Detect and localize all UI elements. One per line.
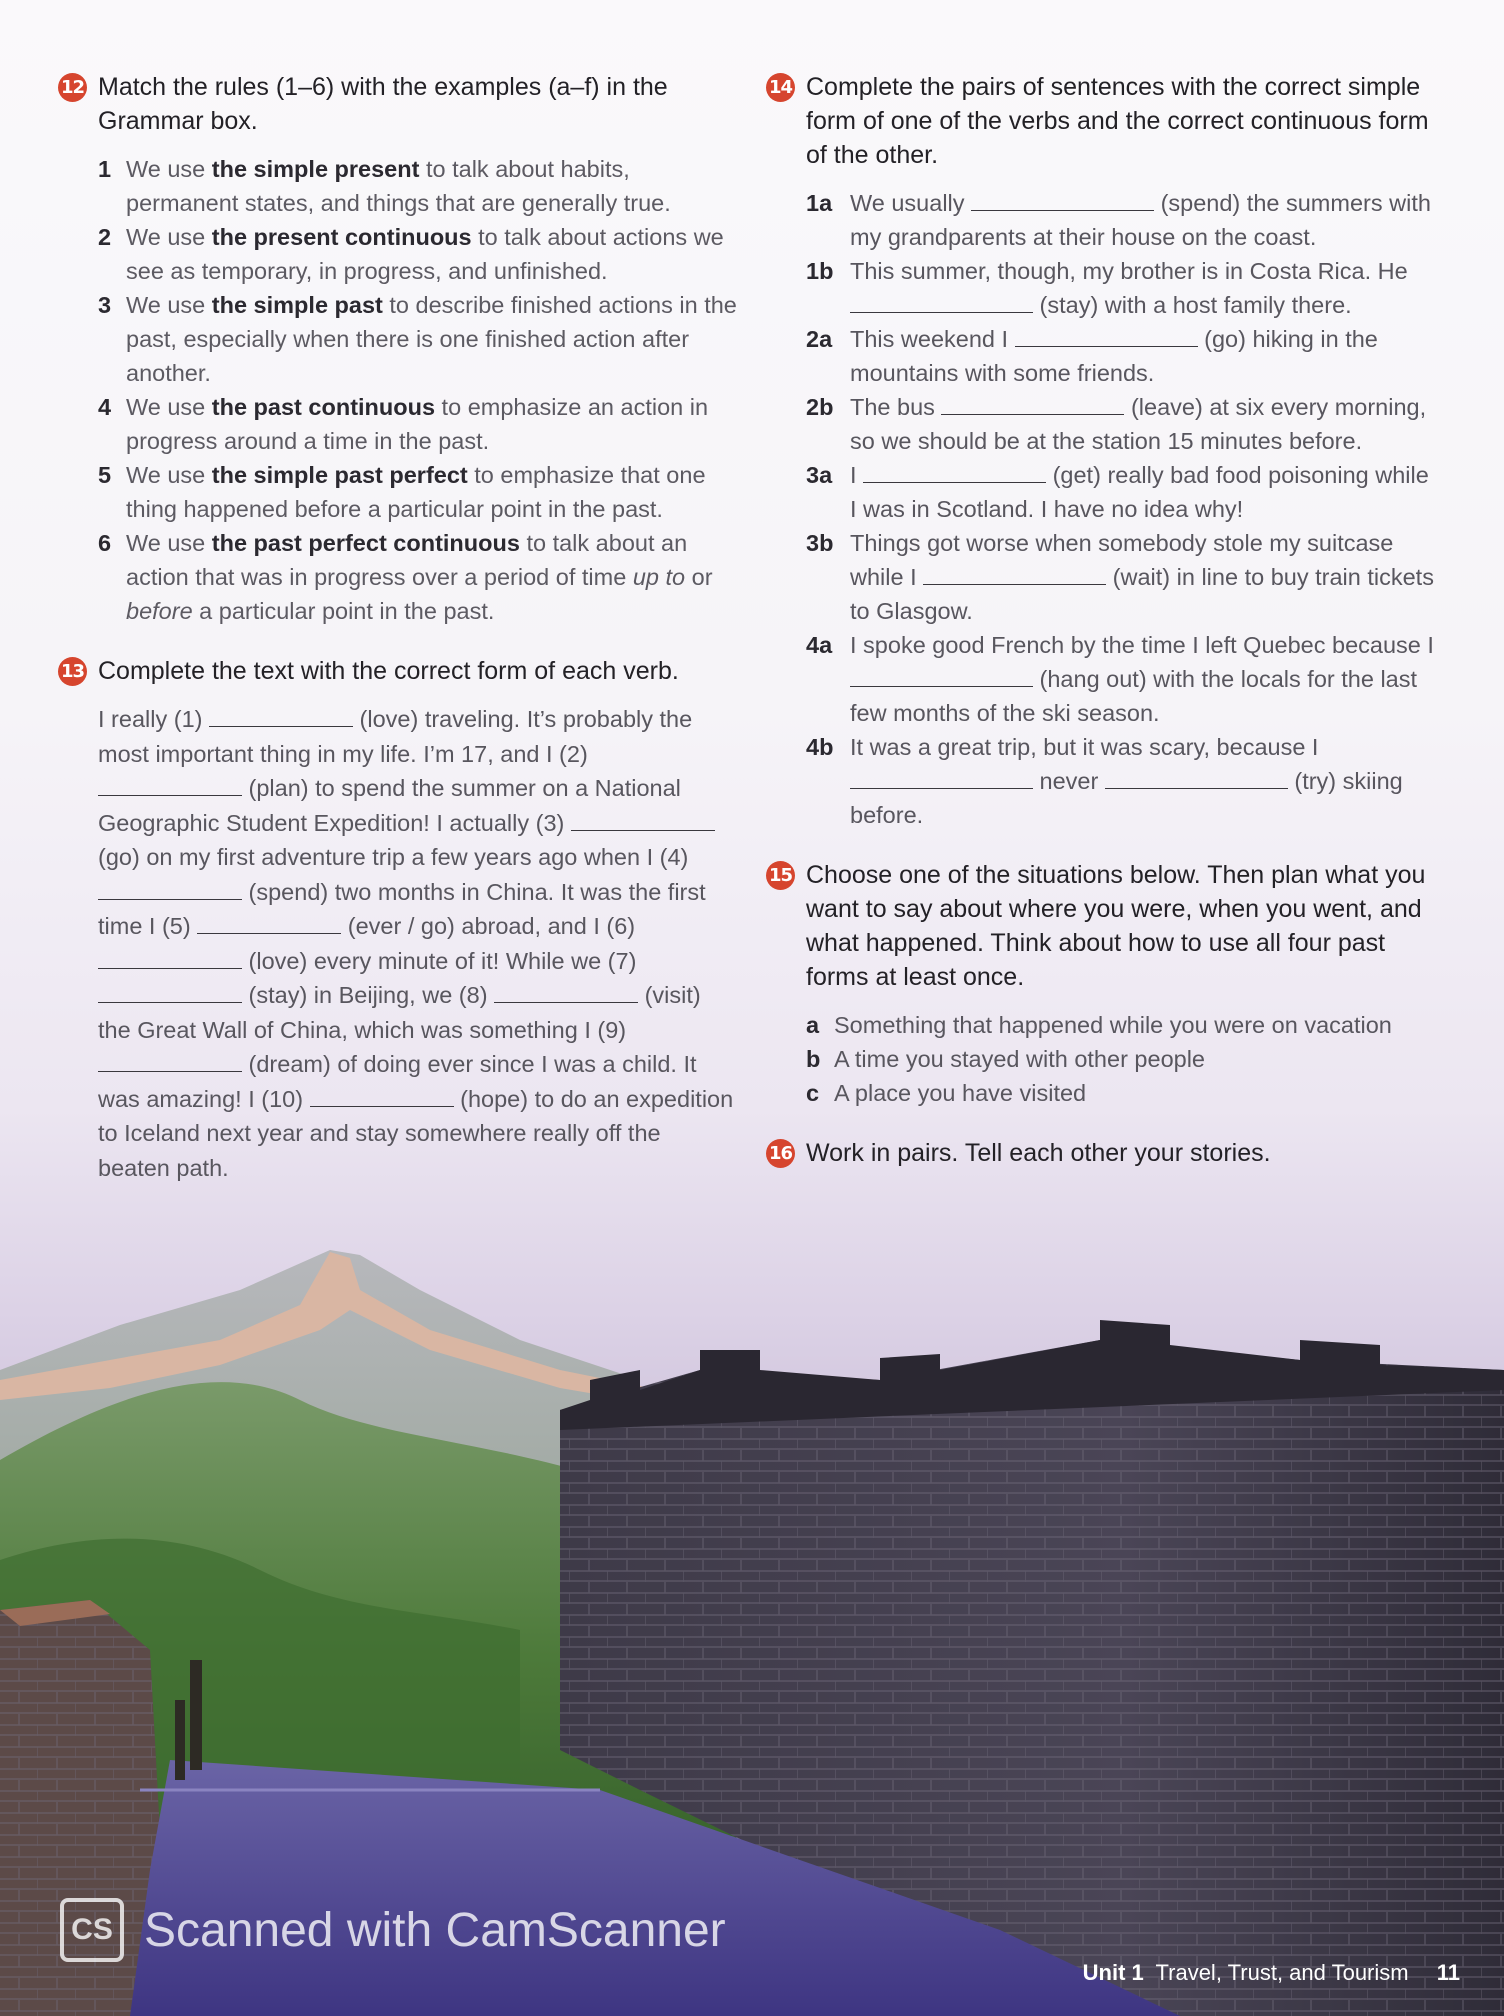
rule-keyword: the simple present <box>211 156 420 182</box>
rule-text: to emphasize that one thing happened before a particular point in the past. <box>126 462 706 522</box>
sentence-number: 3a <box>806 462 833 488</box>
paragraph-text: (ever / go) abroad, and I (6) <box>341 913 636 939</box>
sentence-number: 2a <box>806 326 833 352</box>
rule-text: We use <box>126 394 212 420</box>
sentence-item <box>806 628 1438 730</box>
sentence-number: 3b <box>806 530 834 556</box>
situations-list <box>806 1008 1438 1110</box>
sentence-number: 4b <box>806 734 834 760</box>
sentence-text: It was a great trip, but it was scary, because I <box>850 734 1319 760</box>
sentence-text: (try) skiing before. <box>850 768 1403 828</box>
answer-blank[interactable] <box>850 664 1033 687</box>
sentence-number: 1a <box>806 190 833 216</box>
exercise-number-badge: 14 <box>766 73 795 102</box>
situation-option <box>806 1008 1438 1042</box>
option-letter: c <box>806 1080 820 1106</box>
answer-blank[interactable] <box>197 911 341 934</box>
rule-keyword: the past perfect continuous <box>211 530 520 556</box>
answer-blank[interactable] <box>571 808 715 831</box>
paragraph-text: (dream) of doing ever since I was a child. It was amazing! I (10) <box>98 1051 697 1112</box>
answer-blank[interactable] <box>850 766 1033 789</box>
sentence-text: I <box>850 462 864 488</box>
sentence-text: (leave) at six every morning, so we should be at the station 15 minutes before. <box>850 394 1427 454</box>
answer-blank[interactable] <box>310 1084 454 1107</box>
exercise-number-badge: 13 <box>58 657 87 686</box>
option-letter: a <box>806 1012 820 1038</box>
option-text: A place you have visited <box>834 1080 1087 1106</box>
rule-text: We use <box>126 462 212 488</box>
answer-blank[interactable] <box>1015 324 1198 347</box>
sentence-text: This weekend I <box>850 326 1015 352</box>
exercise-instruction: Match the rules (1–6) with the examples (a–f) in the Grammar box. <box>98 73 668 135</box>
sentence-item <box>806 526 1438 628</box>
exercise-instruction: Complete the pairs of sentences with the correct simple form of one of the verbs and the correct continuous form of the other. <box>806 73 1429 169</box>
rule-text: to emphasize an action in progress around a time in the past. <box>126 394 709 454</box>
sentence-item <box>806 322 1438 390</box>
paragraph-text: (love) traveling. It’s probably the most important thing in my life. I’m 17, and I (2) <box>98 706 693 767</box>
paragraph-text: (go) on my first adventure trip a few years ago when I (4) <box>98 844 689 870</box>
rule-item <box>98 390 738 458</box>
answer-blank[interactable] <box>863 460 1046 483</box>
rule-keyword: the present continuous <box>211 224 472 250</box>
situation-option <box>806 1076 1438 1110</box>
option-text: Something that happened while you were on vacation <box>834 1012 1392 1038</box>
page-footer <box>1083 1960 1460 1986</box>
camscanner-logo: CS <box>60 1898 124 1962</box>
answer-blank[interactable] <box>850 290 1033 313</box>
camscanner-watermark <box>60 1898 726 1962</box>
paragraph-text: (spend) two months in China. It was the first time I (5) <box>98 878 706 939</box>
rule-text: We use <box>126 224 212 250</box>
rule-text: We use <box>126 156 212 182</box>
paragraph-text: (plan) to spend the summer on a National Geographic Student Expedition! I actually (3) <box>98 775 681 836</box>
rule-text: to describe finished actions in the past, especially when there is one finished action after another. <box>126 292 737 386</box>
sentence-pairs-list <box>806 186 1438 832</box>
rule-number: 4 <box>98 394 112 420</box>
paragraph-text: (hope) to do an expedition to Iceland next year and stay somewhere really off the beaten path. <box>98 1085 734 1181</box>
answer-blank[interactable] <box>1105 766 1288 789</box>
sentence-text: The bus <box>850 394 942 420</box>
exercise-instruction: Work in pairs. Tell each other your stories. <box>806 1139 1271 1167</box>
rule-item <box>98 458 738 526</box>
answer-blank[interactable] <box>98 980 242 1003</box>
exercise-instruction: Complete the text with the correct form of each verb. <box>98 657 679 685</box>
rule-item <box>98 526 738 628</box>
sentence-number: 1b <box>806 258 834 284</box>
sentence-text: I spoke good French by the time I left Quebec because I <box>850 632 1434 658</box>
exercise-16 <box>766 1136 1438 1170</box>
rule-text: to talk about actions we see as temporary, in progress, and unfinished. <box>126 224 724 284</box>
situation-option <box>806 1042 1438 1076</box>
answer-blank[interactable] <box>941 392 1124 415</box>
exercise-number-badge: 12 <box>58 73 87 102</box>
rule-number: 3 <box>98 292 112 318</box>
rule-item <box>98 220 738 288</box>
sentence-text: (go) hiking in the mountains with some friends. <box>850 326 1378 386</box>
sentence-text: This summer, though, my brother is in Costa Rica. He <box>850 258 1408 284</box>
exercise-instruction: Choose one of the situations below. Then plan what you want to say about where you were, when you went, and what happened. Think about how to use all four past forms at least once. <box>806 861 1426 991</box>
page-number: 11 <box>1436 1960 1460 1985</box>
right-column <box>766 70 1438 1196</box>
rule-item <box>98 152 738 220</box>
rule-text: a particular point in the past. <box>192 598 495 624</box>
paragraph-text: I really (1) <box>98 706 209 732</box>
rules-list <box>98 152 738 628</box>
exercise-13 <box>58 654 738 1185</box>
rule-text: to talk about habits, permanent states, and things that are generally true. <box>126 156 671 216</box>
sentence-number: 2b <box>806 394 834 420</box>
answer-blank[interactable] <box>98 877 242 900</box>
rule-number: 1 <box>98 156 112 182</box>
rule-italic: up to <box>632 564 686 590</box>
exercise-12 <box>58 70 738 628</box>
rule-number: 2 <box>98 224 112 250</box>
answer-blank[interactable] <box>209 704 353 727</box>
paragraph-text: (visit) the Great Wall of China, which was something I (9) <box>98 982 701 1043</box>
answer-blank[interactable] <box>923 562 1106 585</box>
sentence-item <box>806 458 1438 526</box>
sentence-text: (get) really bad food poisoning while I was in Scotland. I have no idea why! <box>850 462 1429 522</box>
sentence-item <box>806 730 1438 832</box>
rule-text: We use <box>126 530 212 556</box>
answer-blank[interactable] <box>98 773 242 796</box>
option-text: A time you stayed with other people <box>834 1046 1205 1072</box>
gap-fill-paragraph <box>98 702 738 1185</box>
sentence-text: (hang out) with the locals for the last few months of the ski season. <box>850 666 1418 726</box>
rule-text: We use <box>126 292 212 318</box>
rule-text: to talk about an action that was in progress over a period of time <box>126 530 688 590</box>
watermark-text: Scanned with CamScanner <box>144 1903 726 1957</box>
rule-keyword: the past continuous <box>211 394 436 420</box>
sentence-text: We usually <box>850 190 972 216</box>
rule-keyword: the simple past perfect <box>211 462 468 488</box>
answer-blank[interactable] <box>971 188 1154 211</box>
sentence-text: (stay) with a host family there. <box>1033 292 1352 318</box>
exercise-15 <box>766 858 1438 1110</box>
answer-blank[interactable] <box>98 1049 242 1072</box>
rule-item <box>98 288 738 390</box>
sentence-item <box>806 186 1438 254</box>
footer-title: Travel, Trust, and Tourism <box>1155 1960 1409 1985</box>
left-column <box>58 70 738 1211</box>
paragraph-text: (love) every minute of it! While we (7) <box>242 947 637 974</box>
footer-unit: Unit 1 <box>1082 1960 1144 1985</box>
paragraph-text: (stay) in Beijing, we (8) <box>242 982 495 1008</box>
exercise-number-badge: 16 <box>766 1139 795 1168</box>
sentence-text: (spend) the summers with my grandparents at their house on the coast. <box>850 190 1431 250</box>
answer-blank[interactable] <box>98 946 242 969</box>
sentence-text: never <box>1033 768 1105 794</box>
sentence-item <box>806 254 1438 322</box>
exercise-number-badge: 15 <box>766 861 795 890</box>
rule-number: 5 <box>98 462 112 488</box>
sentence-text: Things got worse when somebody stole my suitcase while I <box>850 530 1394 590</box>
rule-keyword: the simple past <box>211 292 383 318</box>
sentence-number: 4a <box>806 632 833 658</box>
answer-blank[interactable] <box>494 980 638 1003</box>
sentence-item <box>806 390 1438 458</box>
rule-number: 6 <box>98 530 112 556</box>
exercise-14 <box>766 70 1438 832</box>
option-letter: b <box>806 1046 821 1072</box>
rule-italic: before <box>126 598 193 624</box>
sentence-text: (wait) in line to buy train tickets to Glasgow. <box>850 564 1434 624</box>
rule-text: or <box>685 564 713 590</box>
